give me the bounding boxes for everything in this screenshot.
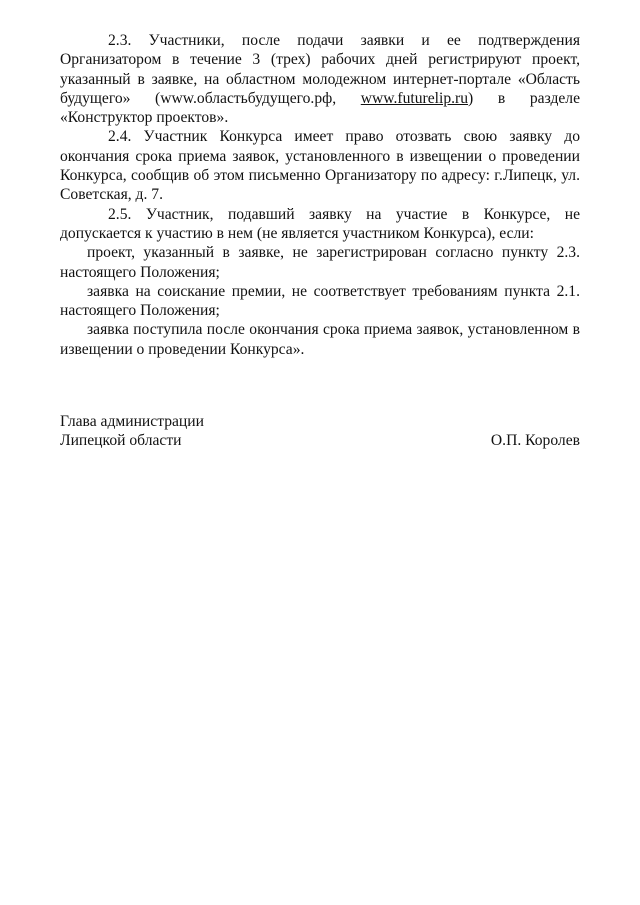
signatory-title-line-1: Глава администрации <box>60 413 204 430</box>
signatory-title-line-2: Липецкой области <box>60 432 182 450</box>
paragraph-2-3-intro: 2.3. Участники, после подачи заявки и ее подтверждения Организатором в течение 3 (трех) рабочих дней регистрируют проект, указанный в заявке, на областном молодежном интернет-портале «Область будущего» (www.областьбудущего.рф, <box>60 32 580 107</box>
list-item: заявка поступила после окончания срока приема заявок, установленном в извещении о проведении Конкурса». <box>60 321 580 358</box>
signature-row <box>60 431 580 450</box>
signature-block <box>60 412 580 451</box>
list-item: проект, указанный в заявке, не зарегистрирован согласно пункту 2.3. настоящего Положения; <box>60 244 580 281</box>
paragraph-2-3 <box>60 31 580 127</box>
list-item: заявка на соискание премии, не соответствует требованиям пункта 2.1. настоящего Положения; <box>60 282 580 320</box>
futurelip-link[interactable]: www.futurelip.ru <box>360 89 469 107</box>
paragraph-2-5: 2.5. Участник, подавший заявку на участие в Конкурсе, не допускается к участию в нем (не является участником Конкурса), если: <box>60 205 580 242</box>
paragraph-2-4: 2.4. Участник Конкурса имеет право отозвать свою заявку до окончания срока приема заявок, установленного в извещении о проведении Конкурса, сообщив об этом письменно Организатору по адресу: г.Липецк, ул. Советская, д. 7. <box>60 128 580 204</box>
signatory-name: О.П. Королев <box>490 432 580 450</box>
document-body <box>60 31 580 359</box>
paragraph-2-3-outro: ) в разделе «Конструктор проектов». <box>60 89 580 127</box>
